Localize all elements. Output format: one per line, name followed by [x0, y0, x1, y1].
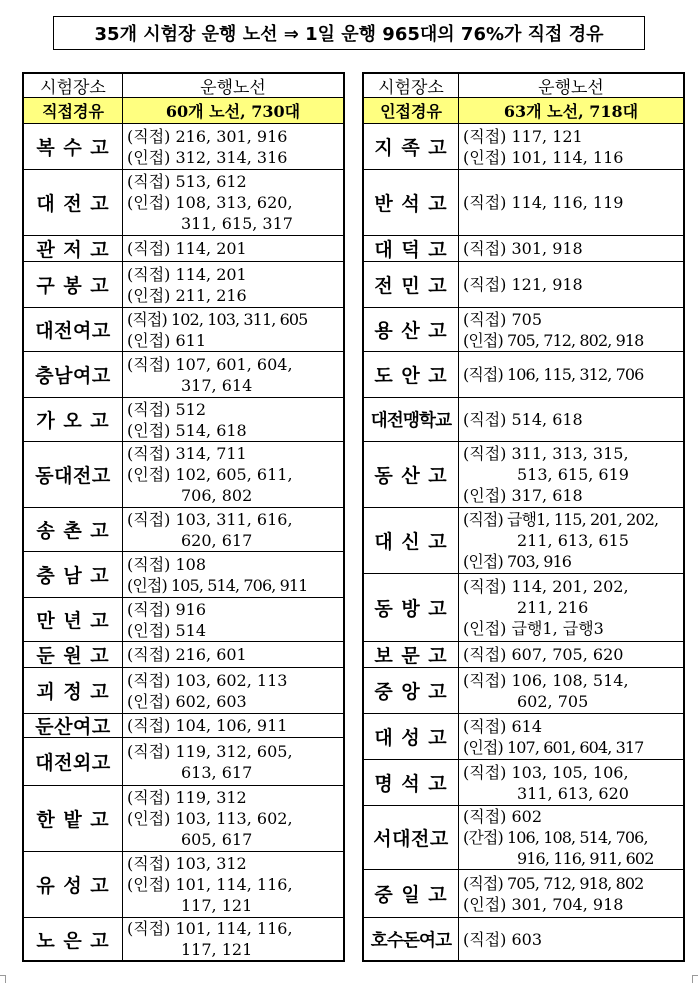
table-row [364, 870, 683, 918]
route-list [459, 642, 683, 667]
route-list [123, 262, 343, 307]
route-line: (직접) 216, 601 [127, 645, 247, 664]
route-list [123, 508, 343, 551]
school-name: 가 오 고 [24, 398, 123, 441]
route-line: (직접) 314, 711 [127, 444, 247, 463]
route-list [123, 668, 343, 713]
route-line: (인접) 102, 605, 611, [127, 465, 293, 484]
table-row [364, 262, 683, 308]
route-list [123, 170, 343, 235]
route-line: 117, 121 [181, 896, 253, 915]
school-name: 대 성 고 [364, 714, 459, 759]
route-line: 211, 216 [517, 598, 589, 617]
title-text: 35개 시험장 운행 노선 ⇒ 1일 운행 965대의 76%가 직접 경유 [94, 24, 604, 45]
route-line: (인접) 108, 313, 620, [127, 193, 293, 212]
route-line: 706, 802 [181, 486, 253, 505]
route-line: (인접) 611 [127, 330, 207, 350]
route-list [459, 236, 683, 261]
school-name: 충남여고 [24, 352, 123, 397]
table-row [364, 918, 683, 960]
school-name: 둔 원 고 [24, 642, 123, 667]
route-line: (직접) 급행1, 115, 201, 202, [463, 510, 659, 529]
school-name: 대 신 고 [364, 508, 459, 573]
route-list [459, 714, 683, 759]
table-row [24, 398, 343, 442]
table-row [24, 308, 343, 352]
route-line: (인접) 317, 618 [463, 486, 583, 505]
route-line: (인접) 301, 704, 918 [463, 894, 624, 914]
school-name: 송 촌 고 [24, 508, 123, 551]
route-line: (직접) 114, 201 [127, 264, 247, 284]
route-line: (인접) 급행1, 급행3 [463, 619, 604, 638]
document-title [53, 16, 645, 50]
route-list [459, 574, 683, 641]
route-line: (직접) 916 [127, 599, 207, 619]
table-row [24, 786, 343, 852]
school-name: 노 은 고 [24, 918, 123, 960]
table-row [24, 642, 343, 668]
school-name: 대 덕 고 [364, 236, 459, 261]
school-name: 괴 정 고 [24, 668, 123, 713]
route-list [123, 714, 343, 737]
school-name: 대 전 고 [24, 170, 123, 235]
route-list [459, 442, 683, 507]
route-line: (직접) 104, 106, 911 [127, 716, 288, 735]
route-line: (직접) 103, 311, 616, [127, 509, 293, 529]
route-list [459, 760, 683, 805]
school-name: 보 문 고 [364, 642, 459, 667]
school-name: 중 일 고 [364, 870, 459, 917]
right-route-table [362, 72, 685, 962]
school-name: 반 석 고 [364, 170, 459, 235]
route-list [123, 786, 343, 851]
school-name: 전 민 고 [364, 262, 459, 307]
route-line: (직접) 103, 105, 106, [463, 762, 629, 782]
table-row [24, 918, 343, 960]
route-line: (직접) 108 [127, 554, 207, 574]
school-name: 지 족 고 [364, 124, 459, 169]
table-row [24, 852, 343, 918]
route-line: (인접) 514, 618 [127, 420, 247, 440]
school-name: 유 성 고 [24, 852, 123, 917]
route-line: 311, 613, 620 [517, 783, 629, 803]
route-line: (직접) 114, 201 [127, 239, 247, 258]
page-corner-mark [692, 975, 698, 983]
route-line: (인접) 103, 113, 602, [127, 809, 293, 828]
route-list [123, 738, 343, 785]
route-line: (인접) 101, 114, 116 [463, 147, 624, 167]
route-line: 602, 705 [517, 691, 589, 711]
summary-label: 인접경유 [364, 98, 459, 123]
route-list [459, 668, 683, 713]
route-line: (직접) 614 [463, 716, 543, 736]
table-row [364, 442, 683, 508]
route-line: 916, 116, 911, 602 [517, 849, 654, 868]
table-row [364, 668, 683, 714]
school-name: 동대전고 [24, 442, 123, 507]
school-name: 호수돈여고 [364, 918, 459, 960]
school-name: 동 산 고 [364, 442, 459, 507]
route-list [123, 352, 343, 397]
column-header-place: 시험장소 [364, 74, 459, 97]
table-header-row [24, 74, 343, 98]
route-list [459, 870, 683, 917]
route-line: (직접) 216, 301, 916 [127, 126, 288, 146]
table-row [364, 714, 683, 760]
table-row [24, 236, 343, 262]
route-list [123, 124, 343, 169]
table-row [24, 442, 343, 508]
summary-row [364, 98, 683, 124]
route-line: (인접) 514 [127, 620, 207, 640]
table-row [24, 262, 343, 308]
route-line: (직접) 119, 312 [127, 788, 247, 807]
route-line: (직접) 602 [463, 807, 543, 826]
route-line: (직접) 114, 116, 119 [463, 193, 624, 212]
table-row [24, 598, 343, 642]
table-row [24, 124, 343, 170]
school-name: 만 년 고 [24, 598, 123, 641]
table-row [364, 508, 683, 574]
route-line: 513, 615, 619 [517, 465, 629, 484]
summary-value: 60개 노선, 730대 [165, 102, 301, 121]
route-list [123, 642, 343, 667]
page-corner-mark [0, 975, 6, 983]
table-row [364, 308, 683, 352]
table-row [364, 398, 683, 442]
route-line: (직접) 603 [463, 929, 543, 949]
route-list [123, 442, 343, 507]
route-list [459, 508, 683, 573]
route-line: 613, 617 [181, 762, 253, 782]
route-list [459, 262, 683, 307]
school-name: 대전외고 [24, 738, 123, 785]
summary-row [24, 98, 343, 124]
summary-label: 직접경유 [24, 98, 123, 123]
table-row [24, 738, 343, 786]
route-line: (직접) 301, 918 [463, 239, 583, 258]
school-name: 도 안 고 [364, 352, 459, 397]
route-list [459, 352, 683, 397]
school-name: 충 남 고 [24, 552, 123, 597]
table-row [364, 642, 683, 668]
table-row [24, 668, 343, 714]
route-list [123, 598, 343, 641]
route-list [123, 852, 343, 917]
route-line: (직접) 103, 602, 113 [127, 670, 288, 690]
route-line: (직접) 512 [127, 399, 207, 419]
school-name: 용 산 고 [364, 308, 459, 351]
route-line: 211, 613, 615 [517, 531, 629, 550]
route-list [123, 398, 343, 441]
route-line: (직접) 114, 201, 202, [463, 577, 629, 596]
route-list [459, 398, 683, 441]
route-list [123, 918, 343, 960]
table-row [364, 760, 683, 806]
route-line: (인접) 105, 514, 706, 911 [127, 575, 308, 595]
table-row [24, 714, 343, 738]
school-name: 대전맹학교 [364, 398, 459, 441]
route-list [459, 170, 683, 235]
route-line: (직접) 311, 313, 315, [463, 444, 629, 463]
table-row [364, 574, 683, 642]
route-list [123, 308, 343, 351]
column-header-place: 시험장소 [24, 74, 123, 97]
column-header-routes: 운행노선 [200, 78, 266, 97]
column-header-routes: 운행노선 [538, 78, 604, 97]
table-row [364, 806, 683, 870]
route-line: (직접) 607, 705, 620 [463, 645, 624, 664]
table-row [24, 170, 343, 236]
route-list [123, 552, 343, 597]
route-line: 311, 615, 317 [181, 214, 293, 233]
route-line: (인접) 107, 601, 604, 317 [463, 737, 644, 757]
route-list [459, 308, 683, 351]
table-row [24, 352, 343, 398]
school-name: 구 봉 고 [24, 262, 123, 307]
route-line: (직접) 117, 121 [463, 126, 583, 146]
table-row [24, 552, 343, 598]
school-name: 중 앙 고 [364, 668, 459, 713]
route-line: 117, 121 [181, 940, 253, 959]
table-row [24, 508, 343, 552]
school-name: 관 저 고 [24, 236, 123, 261]
table-row [364, 352, 683, 398]
route-list [459, 918, 683, 960]
school-name: 동 방 고 [364, 574, 459, 641]
route-line: (직접) 102, 103, 311, 605 [127, 309, 308, 329]
school-name: 복 수 고 [24, 124, 123, 169]
route-line: (직접) 705, 712, 918, 802 [463, 873, 644, 893]
route-line: (인접) 211, 216 [127, 285, 247, 305]
table-header-row [364, 74, 683, 98]
route-line: (직접) 514, 618 [463, 410, 583, 429]
route-line: 317, 614 [181, 375, 253, 395]
route-line: (직접) 101, 114, 116, [127, 919, 293, 938]
school-name: 둔산여고 [24, 714, 123, 737]
school-name: 한 밭 고 [24, 786, 123, 851]
summary-value: 63개 노선, 718대 [503, 102, 639, 121]
left-route-table [22, 72, 345, 962]
route-line: (간접) 106, 108, 514, 706, [463, 828, 648, 847]
route-line: (인접) 602, 603 [127, 691, 247, 711]
school-name: 명 석 고 [364, 760, 459, 805]
route-line: (직접) 513, 612 [127, 172, 247, 191]
route-line: (직접) 107, 601, 604, [127, 354, 293, 374]
route-line: (인접) 705, 712, 802, 918 [463, 330, 644, 350]
route-list [459, 124, 683, 169]
route-line: (직접) 106, 108, 514, [463, 670, 629, 690]
route-line: (인접) 703, 916 [463, 552, 572, 571]
school-name: 대전여고 [24, 308, 123, 351]
route-line: (인접) 312, 314, 316 [127, 147, 288, 167]
table-row [364, 236, 683, 262]
route-list [123, 236, 343, 261]
route-line: 620, 617 [181, 530, 253, 550]
route-line: (직접) 119, 312, 605, [127, 741, 293, 761]
route-line: (직접) 103, 312 [127, 854, 247, 873]
route-line: (직접) 121, 918 [463, 275, 583, 294]
table-row [364, 124, 683, 170]
route-list [459, 806, 683, 869]
route-line: (인접) 101, 114, 116, [127, 875, 293, 894]
route-line: (직접) 106, 115, 312, 706 [463, 365, 644, 384]
table-row [364, 170, 683, 236]
route-line: 605, 617 [181, 830, 253, 849]
route-line: (직접) 705 [463, 309, 543, 329]
school-name: 서대전고 [364, 806, 459, 869]
